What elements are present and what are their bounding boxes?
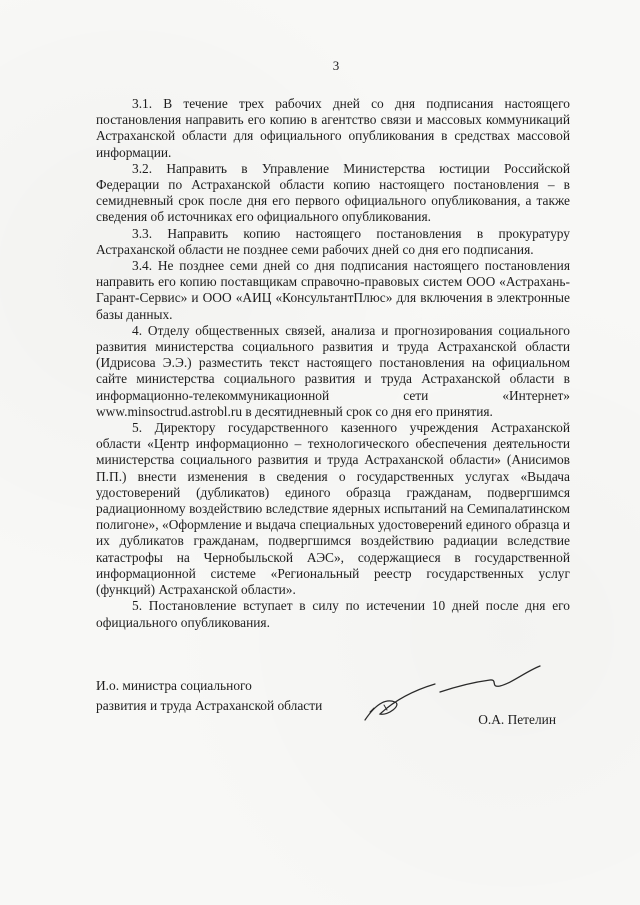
paragraph-4: 4. Отделу общественных связей, анализа и прогнозирования социального развития министерства социального развития и труда Астраханской области (Идрисова Э.Э.) разместить текст настоящего постановления на официальном сайте министерства социального развития и труда Астраханской области в информационно-телекоммуникационной сети «Интернет» www.minsoctrud.astrobl.ru в десятидневный срок со дня его принятия. <box>96 322 570 419</box>
signature-block <box>96 676 570 736</box>
paragraph-5-directive: 5. Директору государственного казенного учреждения Астраханской области «Центр информационно – технологического обеспечения деятельности министерства социального развития и труда Астраханской области» (Анисимов П.П.) внести изменения в сведения о государственных услугах «Выдача удостоверений (дубликатов) единого образца гражданам, подвергшимся радиационному воздействию вследствие ядерных испытаний на Семипалатинском полигоне», «Оформление и выдача специальных удостоверений единого образца и их дубликатов гражданам, подвергшимся воздействию радиации вследствие катастрофы на Чернобыльской АЭС», содержащиеся в государственной информационной системе «Региональный реестр государственных услуг (функций) Астраханской области». <box>96 420 570 598</box>
paragraph-3-4: 3.4. Не позднее семи дней со дня подписания настоящего постановления направить его копию поставщикам справочно-правовых систем ООО «Астрахань-Гарант-Сервис» и ООО «АИЦ «КонсультантПлюс» для включения в электронные базы данных. <box>96 258 570 322</box>
signer-title-line-2: развития и труда Астраханской области <box>96 698 323 713</box>
paragraph-3-2: 3.2. Направить в Управление Министерства юстиции Российской Федерации по Астраханской области копию настоящего постановления – в семидневный срок после дня его первого официального опубликования, а также сведения об источниках его официального опубликования. <box>96 160 570 225</box>
paragraph-3-3: 3.3. Направить копию настоящего постановления в прокуратуру Астраханской области не позднее семи рабочих дней со дня его подписания. <box>96 225 570 257</box>
document-body <box>96 96 570 631</box>
paragraph-5-effective: 5. Постановление вступает в силу по истечении 10 дней после дня его официального опубликования. <box>96 598 570 630</box>
page-number: 3 <box>332 58 340 73</box>
signer-title-line-1: И.о. министра социального <box>96 678 252 693</box>
signer-name: О.А. Петелин <box>478 712 556 727</box>
paragraph-3-1: 3.1. В течение трех рабочих дней со дня подписания настоящего постановления направить его копию в агентство связи и массовых коммуникаций Астраханской области для официального опубликования в средствах массовой информации. <box>96 96 570 160</box>
